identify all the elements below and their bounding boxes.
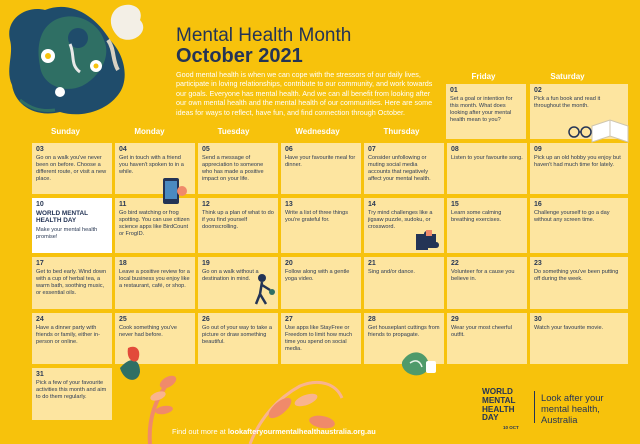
calendar-day: 29 Wear your most cheerful outfit. xyxy=(447,313,527,364)
calendar-day: 06 Have your favourite meal for dinner. xyxy=(281,143,361,194)
wmhd-logo-title: WORLD MENTAL HEALTH DAY xyxy=(482,387,516,423)
person-illustration xyxy=(0,0,170,130)
calendar-day: 25 Cook something you've never had before. xyxy=(115,313,195,364)
page-title: Mental Health Month xyxy=(176,25,352,46)
calendar-day: 12 Think up a plan of what to do if you find yourself doomscrolling. xyxy=(198,198,278,253)
world-mental-health-day-label: WORLD MENTAL HEALTH DAY xyxy=(36,210,88,225)
website-link[interactable]: lookafteryourmentalhealthaustralia.org.au xyxy=(227,427,376,436)
phone-illustration xyxy=(160,175,190,207)
wmhd-logo-date: 10 OCT xyxy=(503,425,519,430)
weekday-saturday: Saturday xyxy=(550,72,585,81)
calendar-day: 11 Go bird watching or frog spotting. You can use citizen science apps like BirdCount or FrogID. xyxy=(115,198,195,253)
book-glasses-illustration xyxy=(566,116,630,146)
intro-text: Good mental health is when we can cope with the stressors of our daily lives, participate in loving relationships, contribute to our community, and work towards our goals. Everyone has mental health. And we can all benefit from looking after our own mental health and the mental health of our communities. Here are some ideas for ways to reflect, have fun, and find connection through October. xyxy=(176,70,433,117)
calendar-day: 07 Consider unfollowing or muting social media accounts that negatively affect your mental health. xyxy=(364,143,444,194)
weekday-thursday: Thursday xyxy=(383,127,420,136)
page-subtitle: October 2021 xyxy=(176,45,303,67)
calendar-day: 09 Pick up an old hobby you enjoy but haven't had much time for lately. xyxy=(530,143,628,194)
calendar-day: 15 Learn some calming breathing exercises. xyxy=(447,198,527,253)
calendar-day: 18 Leave a positive review for a local business you enjoy like a restaurant, café, or shop. xyxy=(115,257,195,309)
calendar-day: 14 Try mind challenges like a jigsaw puzzle, sudoku, or crossword. xyxy=(364,198,444,253)
calendar-day: 08 Listen to your favourite song. xyxy=(447,143,527,194)
world-mental-health-day-cell: 10 WORLD MENTAL HEALTH DAY Make your mental health promise! xyxy=(32,198,112,253)
walker-illustration xyxy=(248,272,278,306)
calendar-day: 31 Pick a few of your favourite activities this month and aim to do them regularly. xyxy=(32,368,112,420)
logo-tagline: Look after your mental health, Australia xyxy=(541,392,604,425)
calendar-day: 04 Get in touch with a friend you haven't spoken to in a while. xyxy=(115,143,195,194)
puzzle-illustration xyxy=(412,228,440,252)
calendar-day: 05 Send a message of appreciation to someone who has made a positive impact on your life. xyxy=(198,143,278,194)
calendar-day: 16 Challenge yourself to go a day without any screen time. xyxy=(530,198,628,253)
calendar-day: 23 Do something you've been putting off during the week. xyxy=(530,257,628,309)
footer-link[interactable]: Find out more at lookafteryourmentalhealthaustralia.org.au xyxy=(172,427,376,436)
calendar-day: 13 Write a list of three things you're grateful for. xyxy=(281,198,361,253)
weekday-sunday: Sunday xyxy=(51,127,80,136)
weekday-tuesday: Tuesday xyxy=(217,127,250,136)
calendar-day: 17 Get to bed early. Wind down with a cup of herbal tea, a warm bath, soothing music, or essential oils. xyxy=(32,257,112,309)
calendar-day: 20 Follow along with a gentle yoga video. xyxy=(281,257,361,309)
logo-divider xyxy=(534,391,535,423)
calendar-day: 24 Have a dinner party with friends or family, either in-person or online. xyxy=(32,313,112,364)
calendar-day: 01 Set a goal or intention for this month. What does looking after your mental health mean to you? xyxy=(446,84,526,139)
weekday-wednesday: Wednesday xyxy=(295,127,340,136)
weekday-friday: Friday xyxy=(471,72,496,81)
weekday-monday: Monday xyxy=(134,127,165,136)
calendar-day: 28 Get houseplant cuttings from friends to propagate. xyxy=(364,313,444,364)
calendar-day: 27 Use apps like StayFree or Freedom to limit how much time you spend on social media. xyxy=(281,313,361,364)
calendar-day: 02 Pick a fun book and read it throughout the month. xyxy=(530,84,628,139)
houseplant-illustration xyxy=(398,345,442,381)
calendar-day: 30 Watch your favourite movie. xyxy=(530,313,628,364)
calendar-day: 22 Volunteer for a cause you believe in. xyxy=(447,257,527,309)
calendar-day: 19 Go on a walk without a destination in mind. xyxy=(198,257,278,309)
calendar-day: 03 Go on a walk you've never been on before. Choose a different route, or visit a new place. xyxy=(32,143,112,194)
calendar-day: 21 Sing and/or dance. xyxy=(364,257,444,309)
calendar-day: 26 Go out of your way to take a picture or draw something beautiful. xyxy=(198,313,278,364)
